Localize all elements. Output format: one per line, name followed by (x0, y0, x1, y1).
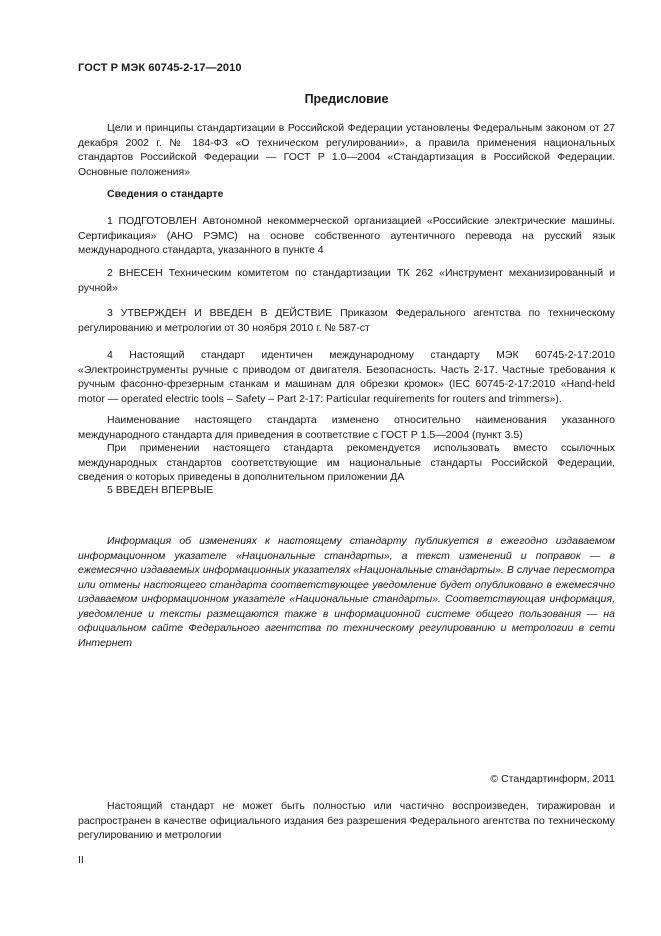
document-id-header: ГОСТ Р МЭК 60745-2-17—2010 (78, 62, 242, 74)
item-1: 1 ПОДГОТОВЛЕН Автономной некоммерческой организацией «Российские электрические машины. Сертификация» (АНО РЭМС) на основе собственного аутентичного перевода на русский язык международного стандарта, указанного в пункте 4 (78, 215, 615, 256)
item-4-paragraph-3: При применении настоящего стандарта рекомендуется использовать вместо ссылочных международных стандартов соответствующие им национальные стандарты Российской Федерации, сведения о которых приведены в дополнительном приложении ДА (78, 442, 615, 483)
item-4: 4 Настоящий стандарт идентичен международному стандарту МЭК 60745-2-17:2010 «Электроинструменты ручные с приводом от двигателя. Безопасность. Часть 2-17. Частные требования к ручным фасонно-фрезерным станкам и машинам для обрезки кромок» (IEC 60745-2-17:2010 «Hand-held motor — operated electric tools – Safety – Part 2-17: Particular requirements for routers and trimmers»). (78, 349, 615, 405)
item-3: 3 УТВЕРЖДЕН И ВВЕДЕН В ДЕЙСТВИЕ Приказом Федерального агентства по техническому регулированию и метрологии от 30 ноября 2010 г. № 587-ст (78, 307, 615, 334)
item-2: 2 ВНЕСЕН Техническим комитетом по стандартизации ТК 262 «Инструмент механизированный и ручной» (78, 267, 615, 294)
reproduction-notice: Настоящий стандарт не может быть полностью или частично воспроизведен, тиражирован и распространен в качестве официального издания без разрешения Федерального агентства по техническому регулированию и метрологии (78, 800, 615, 841)
copyright-notice: © Стандартинформ, 2011 (490, 773, 615, 785)
item-4-paragraph-2: Наименование настоящего стандарта изменено относительно наименования указанного международного стандарта для приведения в соответствие с ГОСТ Р 1.5—2004 (пункт 3.5) (78, 414, 615, 441)
page-number: II (78, 854, 84, 866)
page-title: Предисловие (304, 92, 389, 106)
intro-paragraph: Цели и принципы стандартизации в Российской Федерации установлены Федеральным законом от 27 декабря 2002 г. № 184-ФЗ «О техническом регулировании», а правила применения национальных стандартов Российской Федерации — ГОСТ Р 1.0—2004 «Стандартизация в Российской Федерации. Основные положения» (78, 122, 615, 178)
notice-paragraph: Информация об изменениях к настоящему стандарту публикуется в ежегодно издаваемом информационном указателе «Национальные стандарты», а текст изменений и поправок — в ежемесячно издаваемых информационных указателях «Национальные стандарты». В случае пересмотра или отмены настоящего стандарта соответствующее уведомление будет опубликовано в ежемесячно издаваемом информационном указателе «Национальные стандарты». Соответствующая информация, уведомление и тексты размещаются также в информационной системе общего пользования — на официальном сайте Федерального агентства по техническому регулированию и метрологии в сети Интернет (78, 535, 615, 649)
item-5: 5 ВВЕДЕН ВПЕРВЫЕ (107, 484, 214, 496)
section-heading: Сведения о стандарте (107, 188, 224, 200)
